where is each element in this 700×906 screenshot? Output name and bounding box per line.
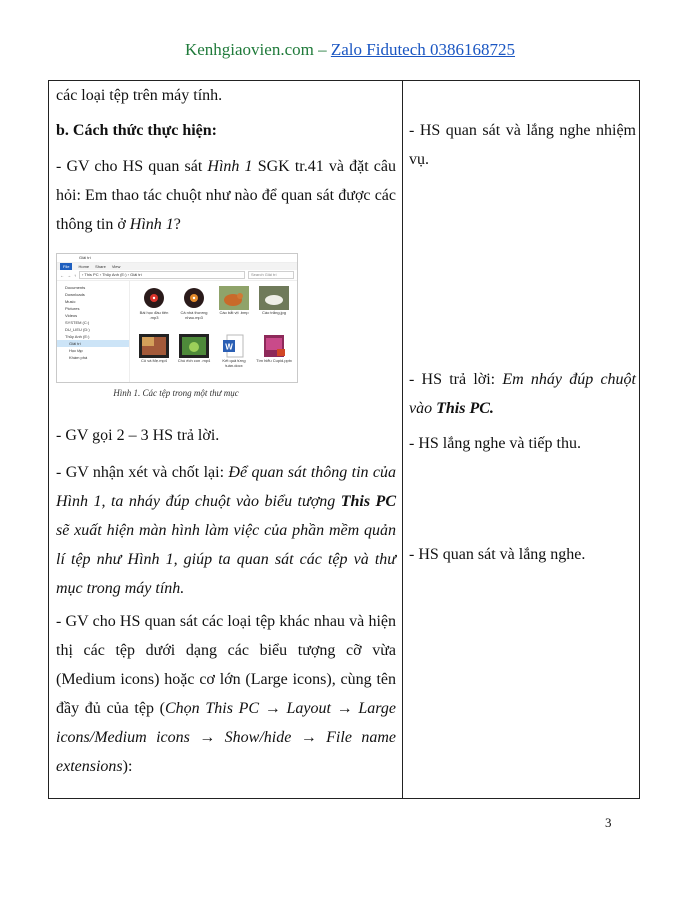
file-item[interactable]: [215, 332, 253, 378]
file-item[interactable]: [215, 284, 253, 330]
file-name: Bài học đầu tiên .mp3: [139, 310, 169, 320]
ribbon-tab-file[interactable]: File: [60, 263, 72, 270]
explorer-titlebar: [57, 254, 297, 263]
right-text-answer: - HS trả lời: Em nháy đúp chuột vào This PC.: [409, 371, 637, 417]
explorer-nav-pane: [57, 281, 130, 382]
file-name: Kết quả từng tuần.docx: [222, 358, 246, 368]
file-name: Cô và Mẹ.mp4: [140, 358, 167, 363]
ribbon-tab-home[interactable]: Home: [78, 264, 90, 269]
video-file-icon: [179, 334, 209, 358]
site-name: Kenhgiaovien.com –: [184, 40, 331, 59]
file-item[interactable]: [255, 284, 293, 330]
audio-file-icon: [179, 286, 209, 310]
file-name: Chú ếch con .mp4: [177, 358, 211, 363]
file-item[interactable]: [175, 284, 213, 330]
nav-item[interactable]: SYSTEM (C:): [65, 320, 90, 325]
nav-item[interactable]: Music: [65, 299, 76, 304]
nav-item[interactable]: Thủy Anh (E:): [65, 334, 90, 339]
nav-item[interactable]: Videos: [65, 313, 78, 318]
nav-item[interactable]: Downloads: [65, 292, 85, 297]
file-grid: [135, 284, 293, 378]
ribbon-tab-view[interactable]: View: [111, 264, 121, 269]
address-bar[interactable]: › This PC › Thủy Anh (E:) › Giải trí: [79, 271, 245, 279]
ribbon-tab-share[interactable]: Share: [95, 264, 106, 269]
figure-caption: Hình 1. Các tệp trong một thư mục: [113, 388, 239, 398]
explorer-address-row: [57, 270, 297, 281]
page-header: [0, 40, 700, 60]
file-name: Cáo trắng.jpg: [261, 310, 286, 315]
section-heading: b. Cách thức thực hiện:: [56, 122, 217, 139]
file-item[interactable]: [135, 332, 173, 378]
forward-arrow-icon[interactable]: →: [67, 272, 71, 278]
file-name: Cả nhà thương nhau.mp3: [180, 310, 208, 320]
left-text-intro: các loại tệp trên máy tính.: [56, 87, 223, 104]
audio-file-icon: [139, 286, 169, 310]
file-item[interactable]: [135, 284, 173, 330]
explorer-window-title: Giải trí: [79, 255, 91, 260]
left-paragraph-icons: - GV cho HS quan sát các loại tệp khác nhau và hiện thị các tệp dưới dạng các biểu tượng cỡ vừa (Medium icons) hoặc cơ lớn (Large icons), cùng tên đầy đủ của tệp (Chọn This PC → Layout → Large icons/Medium icons → Show/hide → File name extensions):: [56, 613, 396, 775]
contact-link[interactable]: Zalo Fidutech 0386168725: [330, 40, 516, 59]
back-arrow-icon[interactable]: ←: [60, 272, 64, 278]
file-name: Tìm hiểu Cupid.pptx: [256, 358, 292, 363]
page-number: 3: [605, 815, 612, 830]
svg-text:W: W: [225, 342, 233, 352]
nav-item[interactable]: DU_LIEU (D:): [65, 327, 90, 332]
file-explorer-figure: [56, 253, 298, 383]
nav-item[interactable]: Pictures: [65, 306, 80, 311]
snow-photo-icon: [259, 286, 289, 310]
left-paragraph-question: - GV cho HS quan sát Hình 1 SGK tr.41 và đặt câu hỏi: Em thao tác chuột như nào để quan sát được các thông tin ở Hình 1?: [56, 158, 397, 233]
powerpoint-file-icon: [259, 334, 289, 358]
left-paragraph-conclusion: - GV nhận xét và chốt lại: Để quan sát thông tin của Hình 1, ta nháy đúp chuột vào biểu tượng This PC sẽ xuất hiện màn hình làm việc của phần mềm quản lí tệp như Hình 1, giúp ta quan sát các tệp và thư mục trong máy tính.: [56, 464, 396, 597]
fox-photo-icon: [219, 286, 249, 310]
column-divider: [402, 81, 403, 798]
search-box[interactable]: Search Giải trí: [248, 271, 294, 279]
video-file-icon: [139, 334, 169, 358]
file-name: Cáo bắt vịt .bmp: [219, 310, 249, 315]
nav-item[interactable]: Documents: [65, 285, 86, 290]
explorer-ribbon: [57, 263, 297, 270]
file-item[interactable]: [255, 332, 293, 378]
left-text-call: - GV gọi 2 – 3 HS trả lời.: [56, 427, 220, 444]
up-arrow-icon[interactable]: ↑: [74, 272, 76, 278]
lesson-table: [48, 80, 640, 799]
file-item[interactable]: [175, 332, 213, 378]
nav-item[interactable]: Học tập: [69, 348, 83, 353]
right-text-observe-listen: - HS quan sát và lắng nghe.: [409, 546, 586, 563]
word-document-icon: [219, 334, 249, 358]
right-text-observe: - HS quan sát và lắng nghe nhiệm vụ.: [409, 122, 636, 168]
right-text-listen: - HS lắng nghe và tiếp thu.: [409, 435, 581, 452]
nav-item[interactable]: Khám phá: [69, 355, 88, 360]
nav-item-selected[interactable]: Giải trí: [57, 340, 129, 347]
